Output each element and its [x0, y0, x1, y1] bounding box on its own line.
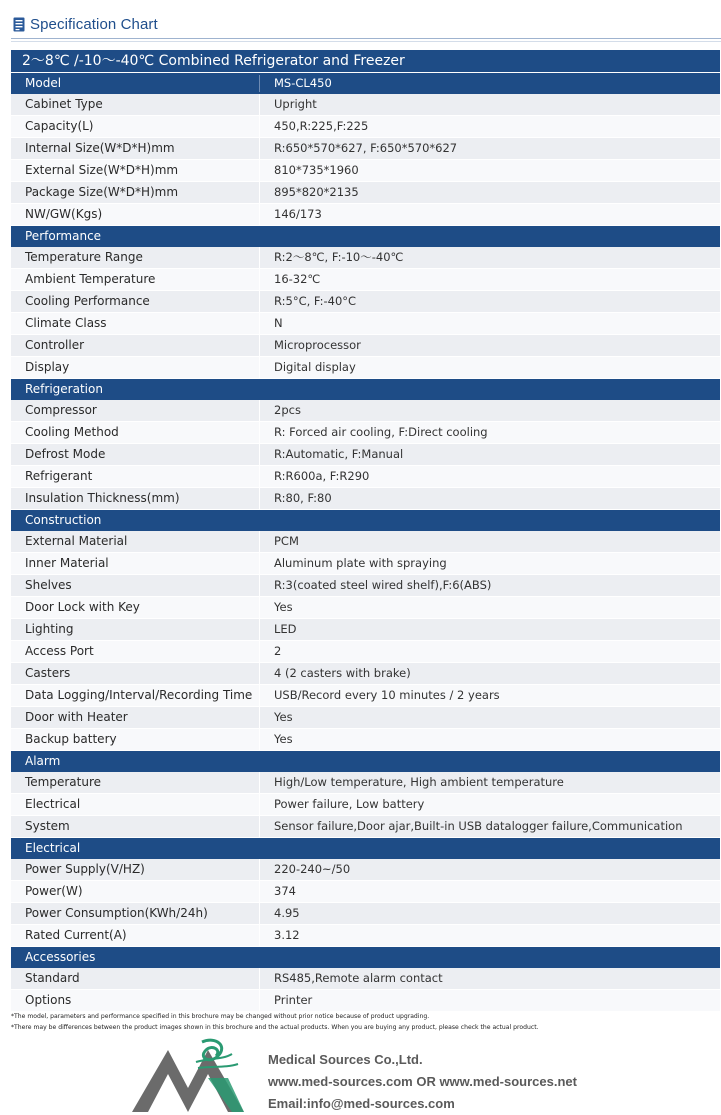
spec-label: Cooling Method: [25, 425, 119, 439]
spec-value: 374: [274, 884, 296, 898]
spec-label: Cooling Performance: [25, 294, 150, 308]
spec-label: External Material: [25, 534, 128, 548]
spec-label: Inner Material: [25, 556, 109, 570]
spec-value: N: [274, 316, 283, 330]
spec-label: Door Lock with Key: [25, 600, 140, 614]
spec-row: [11, 116, 720, 138]
spec-value: R:3(coated steel wired shelf),F:6(ABS): [274, 578, 492, 592]
spec-value: Sensor failure,Door ajar,Built-in USB datalogger failure,Communication: [274, 819, 683, 833]
spec-row: [11, 335, 720, 357]
spec-row: [11, 641, 720, 663]
column-divider: [259, 553, 260, 574]
spec-value: R:650*570*627, F:650*570*627: [274, 141, 458, 155]
section-header-performance: [11, 226, 720, 247]
column-divider: [259, 619, 260, 640]
spec-value: Power failure, Low battery: [274, 797, 425, 811]
spec-row: [11, 772, 720, 794]
spec-value: R: Forced air cooling, F:Direct cooling: [274, 425, 488, 439]
section-rows: [11, 859, 720, 947]
spec-row: [11, 597, 720, 619]
spec-value: R:R600a, F:R290: [274, 469, 370, 483]
column-divider: [259, 794, 260, 815]
spec-value: PCM: [274, 534, 299, 548]
spec-value: 4.95: [274, 906, 300, 920]
spec-value: 220-240~/50: [274, 862, 351, 876]
column-divider: [259, 160, 260, 181]
spec-row: [11, 575, 720, 597]
column-divider: [259, 422, 260, 443]
spec-row: [11, 444, 720, 466]
spec-value: R:5°C, F:-40°C: [274, 294, 357, 308]
spec-row: [11, 94, 720, 116]
spec-label: Backup battery: [25, 732, 117, 746]
section-rows: [11, 247, 720, 379]
section-header-electrical: [11, 838, 720, 859]
spec-label: Temperature Range: [25, 250, 143, 264]
spec-label: External Size(W*D*H)mm: [25, 163, 179, 177]
column-divider: [259, 182, 260, 203]
spec-row: [11, 707, 720, 729]
spec-row: [11, 182, 720, 204]
spec-value: High/Low temperature, High ambient temperature: [274, 775, 564, 789]
column-divider: [259, 94, 260, 115]
column-divider: [259, 685, 260, 706]
column-divider: [259, 729, 260, 750]
section-header-accessories: [11, 947, 720, 968]
section-title: Accessories: [25, 950, 96, 964]
spec-row: [11, 313, 720, 335]
column-divider: [259, 313, 260, 334]
column-divider: [259, 138, 260, 159]
section-header-refrigeration: [11, 379, 720, 400]
spec-value: R:80, F:80: [274, 491, 332, 505]
spec-row: [11, 881, 720, 903]
column-divider: [259, 641, 260, 662]
spec-value: R:2～8℃, F:-10～-40℃: [274, 250, 404, 264]
spec-value: Microprocessor: [274, 338, 361, 352]
spec-row: [11, 925, 720, 947]
spec-row: [11, 729, 720, 751]
spec-label: Power Supply(V/HZ): [25, 862, 145, 876]
spec-row: [11, 291, 720, 313]
spec-label: NW/GW(Kgs): [25, 207, 103, 221]
spec-label: Standard: [25, 971, 80, 985]
spec-label: Defrost Mode: [25, 447, 106, 461]
column-divider: [259, 707, 260, 728]
spec-value: Aluminum plate with spraying: [274, 556, 447, 570]
spec-row: [11, 903, 720, 925]
spec-label: Electrical: [25, 797, 81, 811]
spec-label: Casters: [25, 666, 71, 680]
spec-label: Compressor: [25, 403, 97, 417]
header-divider: [11, 38, 721, 39]
spec-label: Package Size(W*D*H)mm: [25, 185, 179, 199]
model-value: MS-CL450: [274, 76, 332, 90]
column-divider: [259, 990, 260, 1011]
spec-row: [11, 422, 720, 444]
spec-value: 4 (2 casters with brake): [274, 666, 411, 680]
spec-row: [11, 794, 720, 816]
column-divider: [259, 816, 260, 837]
product-title: 2～8℃ /-10～-40℃ Combined Refrigerator and Freezer: [11, 50, 720, 73]
spec-row: [11, 619, 720, 641]
column-divider: [259, 444, 260, 465]
spec-value: 3.12: [274, 928, 300, 942]
spec-value: 895*820*2135: [274, 185, 359, 199]
footnote: *The model, parameters and performance specified in this brochure may be changed without prior notice because of product upgrading.: [11, 1013, 430, 1020]
column-divider: [259, 291, 260, 312]
spec-label: Access Port: [25, 644, 94, 658]
spec-value: Yes: [274, 732, 293, 746]
spec-value: RS485,Remote alarm contact: [274, 971, 443, 985]
spec-row: [11, 204, 720, 226]
spec-row: [11, 488, 720, 510]
spec-label: Shelves: [25, 578, 72, 592]
footnotes: [11, 1011, 721, 1033]
column-divider: [259, 116, 260, 137]
spec-label: Insulation Thickness(mm): [25, 491, 180, 505]
spec-label: Power(W): [25, 884, 83, 898]
spec-row: [11, 663, 720, 685]
spec-value: Yes: [274, 600, 293, 614]
spec-row: [11, 685, 720, 707]
column-divider: [259, 204, 260, 225]
spec-label: Power Consumption(KWh/24h): [25, 906, 208, 920]
company-name: Medical Sources Co.,Ltd.: [268, 1052, 423, 1067]
section-title: Alarm: [25, 754, 61, 768]
section-rows: [11, 400, 720, 510]
spec-label: Climate Class: [25, 316, 107, 330]
spec-label: Door with Heater: [25, 710, 128, 724]
spec-value: Yes: [274, 710, 293, 724]
spec-row: [11, 160, 720, 182]
column-divider: [259, 575, 260, 596]
column-divider: [259, 903, 260, 924]
column-divider: [259, 531, 260, 552]
spec-row: [11, 400, 720, 422]
page-title: Specification Chart: [30, 16, 158, 33]
spec-label: Temperature: [25, 775, 102, 789]
section-header-alarm: [11, 751, 720, 772]
spec-label: Internal Size(W*D*H)mm: [25, 141, 175, 155]
spec-value: 450,R:225,F:225: [274, 119, 369, 133]
section-title: Construction: [25, 513, 102, 527]
section-header-construction: [11, 510, 720, 531]
column-divider: [259, 247, 260, 268]
spec-row: [11, 859, 720, 881]
spec-row: [11, 269, 720, 291]
spec-value: Upright: [274, 97, 317, 111]
column-divider: [259, 663, 260, 684]
spec-label: System: [25, 819, 70, 833]
spec-label: Rated Current(A): [25, 928, 127, 942]
spec-value: 2pcs: [274, 403, 301, 417]
model-label: Model: [25, 76, 62, 90]
spec-value: 16-32℃: [274, 272, 321, 286]
column-divider: [259, 881, 260, 902]
header-divider-light: [11, 41, 721, 42]
model-header-row: [11, 73, 720, 94]
spec-value: Printer: [274, 993, 313, 1007]
spec-label: Display: [25, 360, 70, 374]
spec-sections: [11, 226, 720, 1012]
company-websites: www.med-sources.com OR www.med-sources.net: [268, 1074, 577, 1089]
spec-value: 2: [274, 644, 282, 658]
company-info: [268, 1049, 577, 1115]
section-title: Performance: [25, 229, 102, 243]
spec-row: [11, 357, 720, 379]
spec-value: 146/173: [274, 207, 322, 221]
footnote: *There may be differences between the product images shown in this brochure and the actual products. When you are buying any product, please check the actual product.: [11, 1024, 539, 1031]
spec-row: [11, 247, 720, 269]
spec-row: [11, 138, 720, 160]
column-divider: [259, 466, 260, 487]
spec-value: 810*735*1960: [274, 163, 359, 177]
column-divider: [259, 269, 260, 290]
column-divider: [259, 400, 260, 421]
spec-value: R:Automatic, F:Manual: [274, 447, 404, 461]
section-title: Refrigeration: [25, 382, 103, 396]
column-divider: [259, 597, 260, 618]
spec-row: [11, 816, 720, 838]
section-rows: [11, 968, 720, 1012]
spec-label: Capacity(L): [25, 119, 94, 133]
column-divider: [259, 488, 260, 509]
spec-row: [11, 466, 720, 488]
spec-row: [11, 990, 720, 1012]
spec-row: [11, 968, 720, 990]
column-divider: [259, 335, 260, 356]
spec-value: USB/Record every 10 minutes / 2 years: [274, 688, 500, 702]
spec-chart-header: [11, 12, 721, 40]
section-rows: [11, 772, 720, 838]
column-divider: [259, 859, 260, 880]
spec-row: [11, 553, 720, 575]
document-icon: [13, 17, 25, 32]
spec-label: Refrigerant: [25, 469, 93, 483]
spec-table: [11, 50, 720, 1012]
company-email: Email:info@med-sources.com: [268, 1096, 455, 1111]
spec-row: [11, 531, 720, 553]
company-logo: [132, 1038, 257, 1112]
spec-label: Cabinet Type: [25, 97, 103, 111]
section-rows: [11, 531, 720, 751]
section-title: Electrical: [25, 841, 81, 855]
general-specs: [11, 94, 720, 226]
spec-value: LED: [274, 622, 297, 636]
spec-label: Options: [25, 993, 72, 1007]
column-divider: [259, 772, 260, 793]
column-divider: [259, 357, 260, 378]
spec-label: Ambient Temperature: [25, 272, 156, 286]
spec-label: Data Logging/Interval/Recording Time: [25, 688, 253, 702]
column-divider: [259, 968, 260, 989]
spec-value: Digital display: [274, 360, 356, 374]
column-divider: [259, 925, 260, 946]
spec-label: Controller: [25, 338, 85, 352]
column-divider: [259, 75, 260, 92]
spec-label: Lighting: [25, 622, 74, 636]
